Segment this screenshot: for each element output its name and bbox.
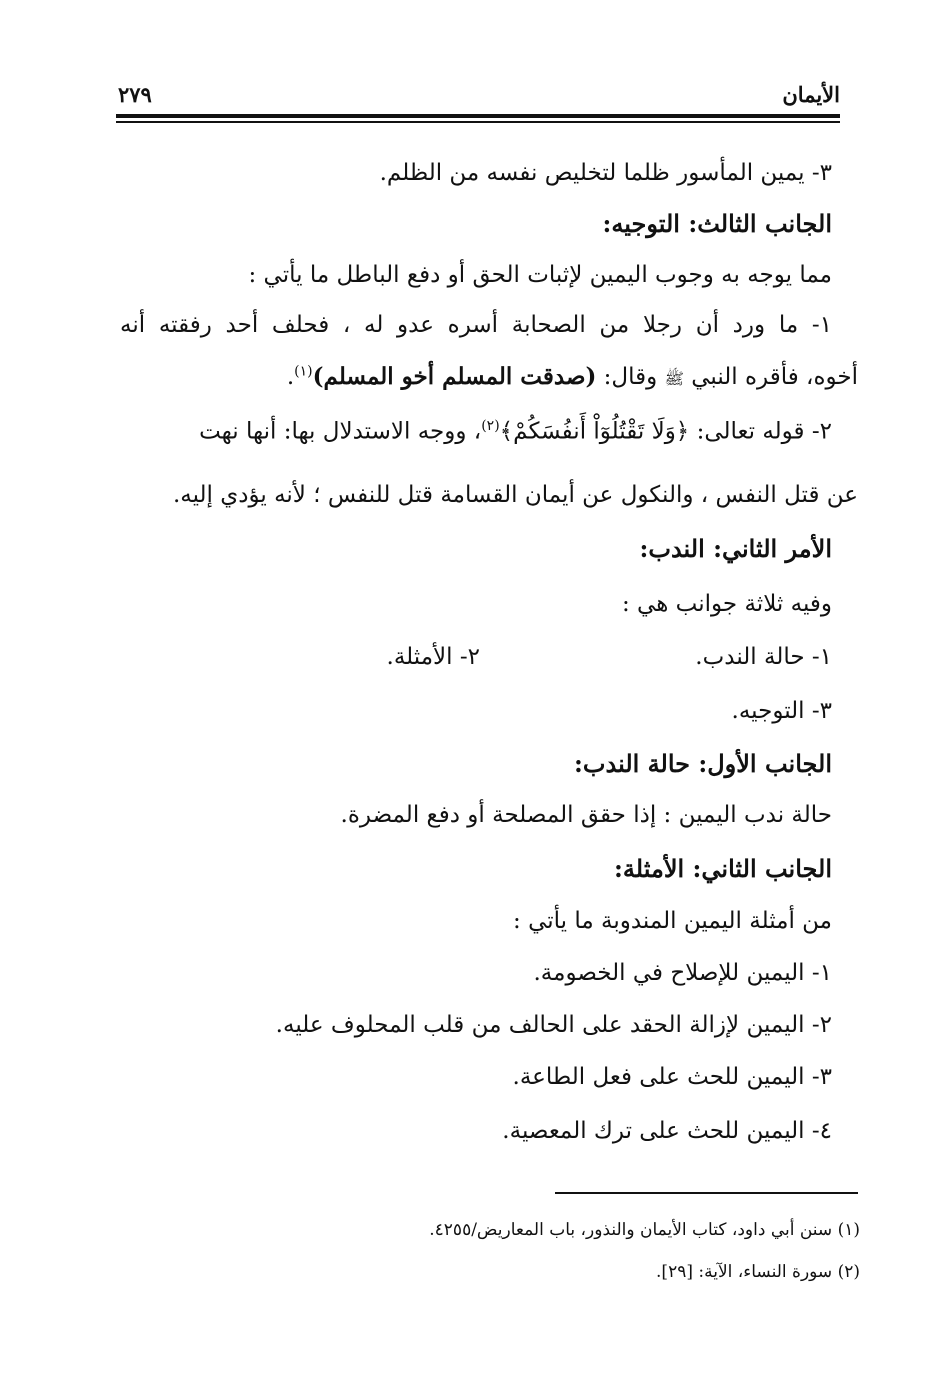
list-item: ٣- التوجيه.	[731, 698, 832, 724]
section-heading: الجانب الأول: حالة الندب:	[574, 749, 832, 778]
text-span: وقال:	[596, 364, 665, 390]
footnote-ref: (٢)	[481, 418, 500, 434]
quran-verse: ﴿وَلَا تَقْتُلُوٓاْ أَنفُسَكُمْ﴾	[499, 418, 690, 445]
body-line: عن قتل النفس ، والنكول عن أيمان القسامة قتل للنفس ؛ لأنه يؤدي إليه.	[172, 482, 858, 508]
list-item: ٣- اليمين للحث على فعل الطاعة.	[512, 1064, 832, 1090]
body-line: حالة ندب اليمين : إذا حقق المصلحة أو دفع المضرة.	[340, 802, 832, 828]
header-rule-thin	[116, 121, 840, 123]
section-heading: الأمر الثاني: الندب:	[639, 534, 832, 563]
page-number: ٢٧٩	[118, 82, 152, 107]
body-line-verse	[199, 418, 832, 446]
section-heading: الجانب الثاني: الأمثلة:	[614, 854, 832, 883]
footnote: (٢) سورة النساء، الآية: [٢٩].	[656, 1262, 860, 1282]
text-span: ٢- قوله تعالى:	[689, 418, 832, 445]
text-span: ، ووجه الاستدلال بها: أنها نهت	[199, 418, 482, 445]
chapter-title: الأيمان	[782, 82, 840, 107]
body-line: من أمثلة اليمين المندوبة ما يأتي :	[513, 908, 832, 934]
body-line: مما يوجه به وجوب اليمين لإثبات الحق أو دفع الباطل ما يأتي :	[248, 262, 832, 288]
hadith-quote: (صدقت المسلم أخو المسلم)	[312, 363, 597, 390]
body-line: ٣- يمين المأسور ظلما لتخليص نفسه من الظلم.	[379, 160, 832, 186]
list-item: ٤- اليمين للحث على ترك المعصية.	[502, 1118, 832, 1144]
body-line: وفيه ثلاثة جوانب هي :	[622, 591, 832, 617]
body-line-hadith	[287, 363, 858, 392]
running-header	[118, 82, 840, 112]
body-line: ١- ما ورد أن رجلا من الصحابة أسره عدو له ، فحلف أحد رفقته أنه	[120, 312, 832, 338]
salawat-glyph: ﷺ	[664, 369, 684, 388]
footnote-separator	[555, 1192, 858, 1194]
list-item: ٢- الأمثلة.	[386, 644, 480, 670]
list-item: ١- حالة الندب.	[695, 644, 832, 670]
text-span: .	[286, 364, 295, 390]
text-span: أخوه، فأقره النبي	[683, 364, 858, 390]
list-item: ١- اليمين للإصلاح في الخصومة.	[533, 960, 832, 986]
section-heading: الجانب الثالث: التوجيه:	[602, 209, 832, 238]
footnote-ref: (١)	[294, 363, 313, 380]
header-rule-thick	[116, 114, 840, 118]
footnote: (١) سنن أبي داود، كتاب الأيمان والنذور، باب المعاريض/٤٢٥٥.	[429, 1220, 860, 1240]
list-item: ٢- اليمين لإزالة الحقد على الحالف من قلب المحلوف عليه.	[275, 1012, 832, 1038]
